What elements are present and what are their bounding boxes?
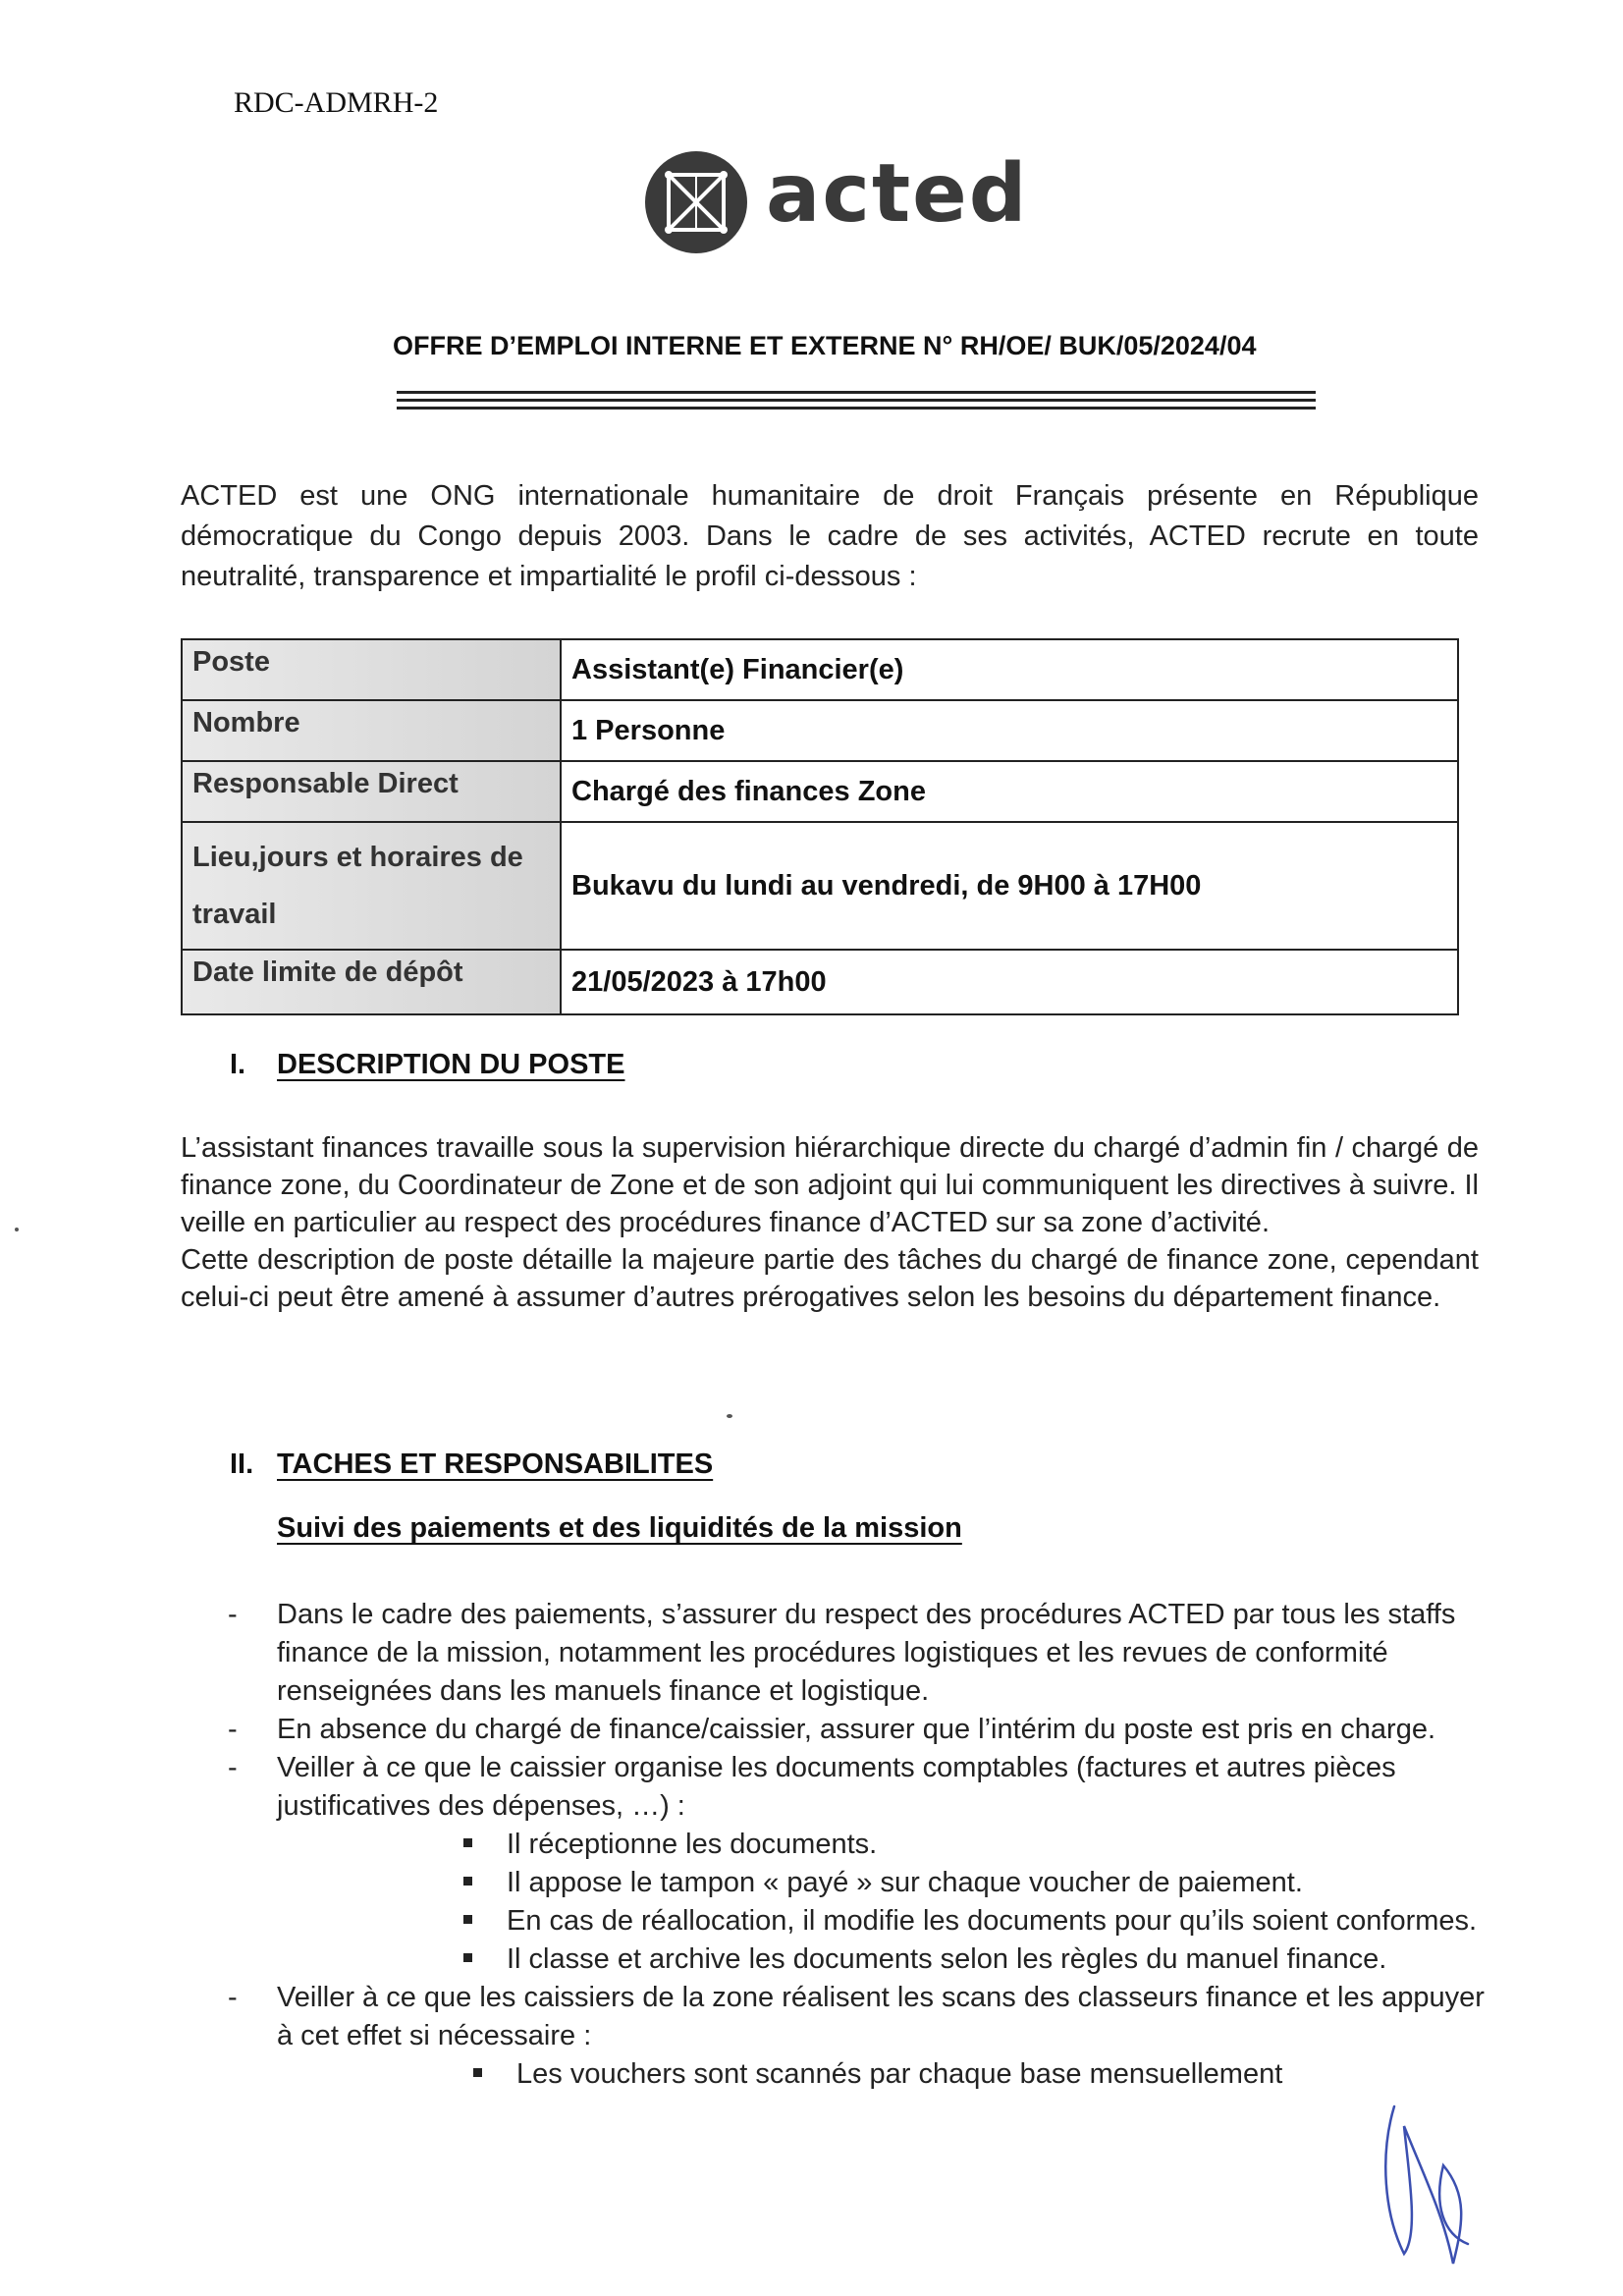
- table-row: [182, 822, 1458, 950]
- title-rule-top: [397, 391, 1316, 394]
- sub-task-text: En cas de réallocation, il modifie les documents pour qu’ils soient conformes.: [507, 1905, 1478, 1937]
- sub-list-item: [463, 1941, 1485, 1979]
- description-paragraph: Cette description de poste détaille la majeure partie des tâches du chargé de finance zone, cependant celui-ci peut être amené à assumer d’autres prérogatives selon les besoins du département finance.: [181, 1244, 1479, 1313]
- table-row: [182, 761, 1458, 822]
- task-text: En absence du chargé de finance/caissier, assurer que l’intérim du poste est pris en charge.: [277, 1714, 1436, 1745]
- sub-task-text: Il réceptionne les documents.: [507, 1829, 878, 1860]
- acted-logo: [643, 149, 1036, 257]
- row-label: Nombre: [182, 700, 561, 761]
- list-item: - Veiller à ce que les caissiers de la zone réalisent les scans des classeurs finance et les appuyer à cet effet si nécessaire : Les vouchers sont scannés par chaque base mensuellement: [228, 1979, 1485, 2094]
- description-paragraph: L’assistant finances travaille sous la supervision hiérarchique directe du chargé d’admin fin / chargé de finance zone, du Coordinateur de Zone et de son adjoint qui lui communiquent les directives à suivre. Il veille en particulier au respect des procédures finance d’ACTED sur sa zone d’activité.: [181, 1132, 1479, 1238]
- scan-speck: [727, 1414, 732, 1418]
- sub-list-item: [473, 2055, 1485, 2094]
- intro-paragraph: ACTED est une ONG internationale humanitaire de droit Français présente en République démocratique du Congo depuis 2003. Dans le cadre de ses activités, ACTED recrute en toute neutralité, transparence et impartialité le profil ci-dessous :: [181, 480, 1479, 592]
- sub-task-list: [277, 2055, 1485, 2094]
- table-row: [182, 950, 1458, 1014]
- row-label: Lieu,jours et horaires de travail: [182, 822, 561, 950]
- acted-wordmark: acted: [766, 147, 1029, 241]
- section-number: I.: [230, 1049, 246, 1080]
- list-item: - En absence du chargé de finance/caissier, assurer que l’intérim du poste est pris en charge.: [228, 1714, 1436, 1745]
- row-label: Date limite de dépôt: [182, 950, 561, 1014]
- row-value: 1 Personne: [561, 700, 1458, 761]
- list-item: - Dans le cadre des paiements, s’assurer du respect des procédures ACTED par tous les staffs finance de la mission, notamment les procédures logistiques et les revues de conformité renseignées dans les manuels finance et logistique.: [228, 1599, 1456, 1707]
- table-row: [182, 639, 1458, 700]
- section-title: DESCRIPTION DU POSTE: [277, 1049, 625, 1080]
- scan-speck: [15, 1228, 19, 1231]
- acted-emblem-icon: [643, 149, 749, 255]
- row-value: 21/05/2023 à 17h00: [561, 950, 1458, 1014]
- sub-list-item: [463, 1826, 1485, 1864]
- title-rule-middle: [397, 399, 1316, 402]
- sub-list-item: [463, 1864, 1485, 1902]
- table-row: [182, 700, 1458, 761]
- job-info-table: [181, 638, 1459, 1015]
- row-value: Chargé des finances Zone: [561, 761, 1458, 822]
- row-label: Responsable Direct: [182, 761, 561, 822]
- offer-title: OFFRE D’EMPLOI INTERNE ET EXTERNE N° RH/OE/ BUK/05/2024/04: [393, 331, 1257, 360]
- task-text: Veiller à ce que les caissiers de la zone réalisent les scans des classeurs finance et les appuyer à cet effet si nécessaire :: [277, 1982, 1485, 2051]
- row-value: Bukavu du lundi au vendredi, de 9H00 à 17H00: [561, 822, 1458, 950]
- task-text: Dans le cadre des paiements, s’assurer du respect des procédures ACTED par tous les staffs finance de la mission, notamment les procédures logistiques et les revues de conformité renseignées dans les manuels finance et logistique.: [277, 1599, 1456, 1707]
- sub-task-text: Il appose le tampon « payé » sur chaque voucher de paiement.: [507, 1867, 1303, 1898]
- task-list: [228, 1596, 1485, 2094]
- section-heading-description: [230, 1049, 625, 1081]
- subsection-title: Suivi des paiements et des liquidités de la mission: [277, 1512, 962, 1544]
- list-item: - Veiller à ce que le caissier organise les documents comptables (factures et autres pièces justificatives des dépenses, …) : Il réceptionne les documents. Il appose le tampon « payé » sur chaque voucher de paiement. En cas de réallocation, il modifie les documents pour qu’ils soient conformes. Il classe et archive les documents selon les règles du manuel finance.: [228, 1749, 1485, 1979]
- description-text: [181, 1129, 1479, 1316]
- section-title: TACHES ET RESPONSABILITES: [277, 1449, 714, 1480]
- title-rule-bottom: [397, 407, 1316, 410]
- sub-list-item: [463, 1902, 1485, 1941]
- document-reference: RDC-ADMRH-2: [234, 86, 439, 119]
- sub-task-text: Les vouchers sont scannés par chaque base mensuellement: [516, 2058, 1283, 2090]
- task-text: Veiller à ce que le caissier organise les documents comptables (factures et autres pièces justificatives des dépenses, …) :: [277, 1752, 1396, 1822]
- handwritten-initials: [1375, 2097, 1483, 2273]
- row-value: Assistant(e) Financier(e): [561, 639, 1458, 700]
- row-label: Poste: [182, 639, 561, 700]
- sub-task-list: [277, 1826, 1485, 1979]
- sub-task-text: Il classe et archive les documents selon les règles du manuel finance.: [507, 1943, 1387, 1975]
- section-heading-tasks: [230, 1449, 713, 1481]
- section-number: II.: [230, 1449, 254, 1480]
